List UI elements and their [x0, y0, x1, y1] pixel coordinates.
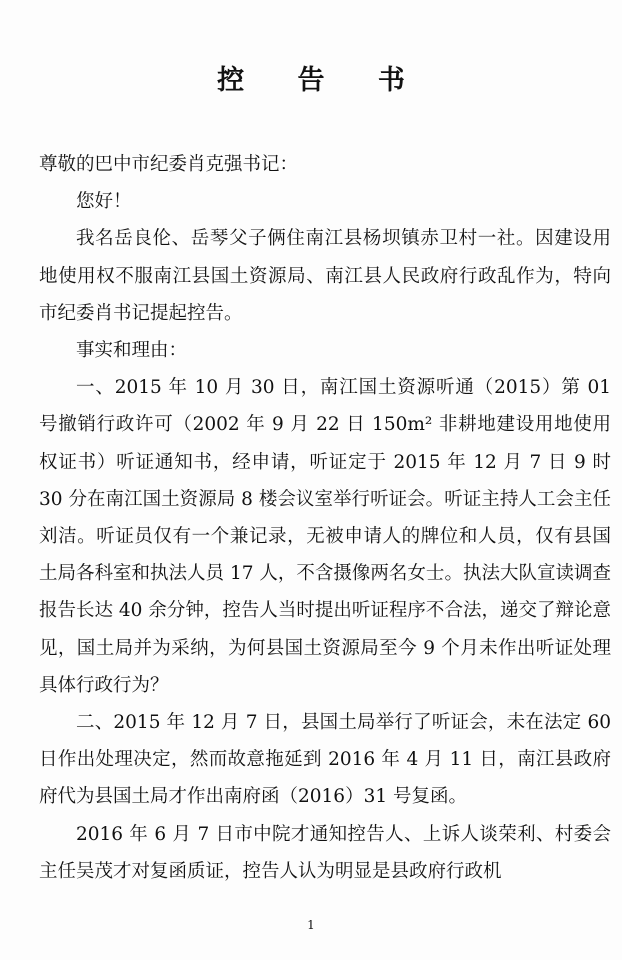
- greeting: 您好！: [76, 191, 132, 213]
- document-body: [39, 146, 611, 890]
- salutation: 尊敬的巴中市纪委肖克强书记：: [39, 154, 299, 175]
- section-heading-facts: 事实和理由：: [76, 340, 188, 362]
- paragraph-court-notice: 2016 年 6 月 7 日市中院才通知控告人、上诉人谈荣利、村委会主任吴茂才对复函质证，控告人认为明显是县政府行政机: [39, 823, 611, 882]
- paragraph-intro: 我名岳良伦、岳琴父子俩住南江县杨坝镇赤卫村一社。因建设用地使用权不服南江县国土资源局、南江县人民政府行政乱作为，特向市纪委肖书记提起控告。: [39, 228, 611, 324]
- paragraph-point-two: 二、2015 年 12 月 7 日，县国土局举行了听证会，未在法定 60 日作出处理决定，然而故意拖延到 2016 年 4 月 11 日，南江县政府府代为县国土局才作出南府函（2016）31 号复函。: [39, 712, 611, 808]
- page-number: 1: [307, 918, 315, 932]
- paragraph-point-one: 一、2015 年 10 月 30 日，南江国土资源听通（2015）第 01 号撤销行政许可（2002 年 9 月 22 日 150m² 非耕地建设用地使用权证书）听证通知书，经申请，听证定于 2015 年 12 月 7 日 9 时 30 分在南江国土资源局 8 楼会议室举行听证会。听证主持人工会主任刘洁。听证员仅有一个兼记录，无被申请人的牌位和人员，仅有县国土局各科室和执法人员 17 人，不含摄像两名女士。执法大队宣读调查报告长达 40 余分钟，控告人当时提出听证程序不合法，递交了辩论意见，国土局并为采纳，为何县国土资源局至今 9 个月未作出听证处理具体行政行为？: [39, 377, 611, 696]
- document-title: 控 告 书: [217, 65, 427, 96]
